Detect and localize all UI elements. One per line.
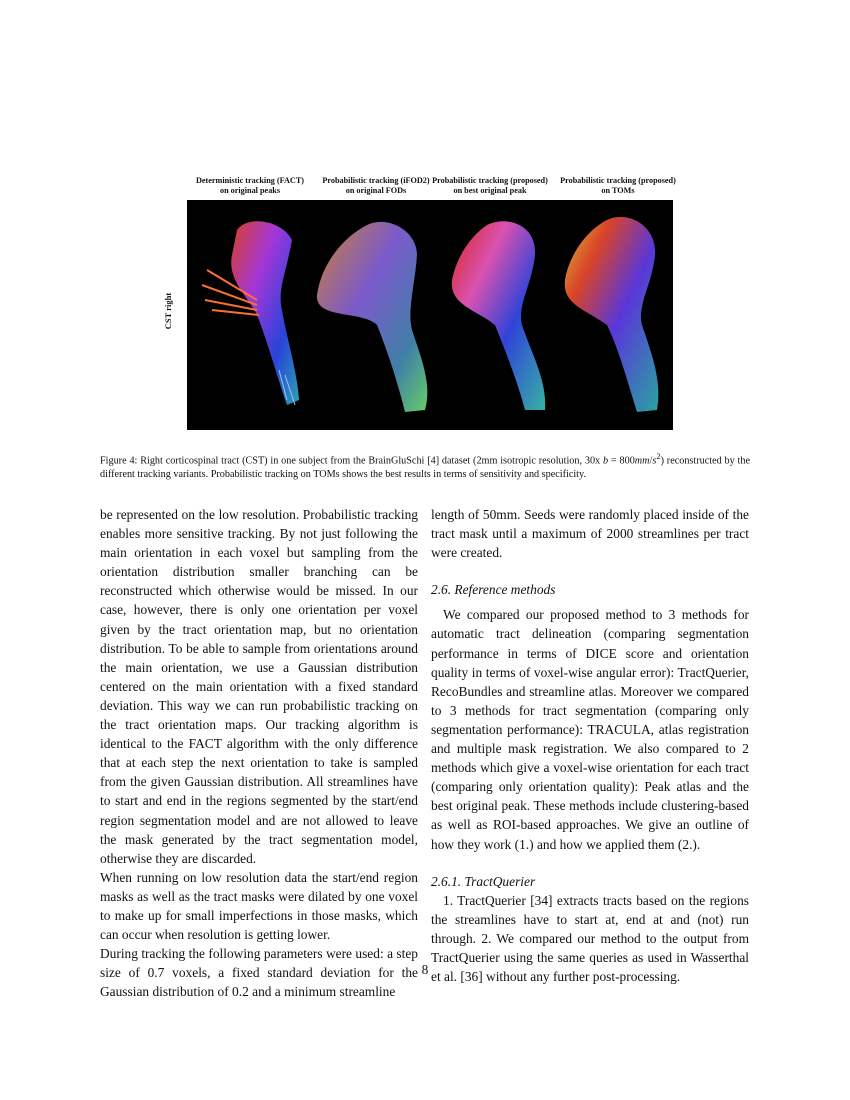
paragraph: We compared our proposed method to 3 methods for automatic tract delineation (comparing segmentation performance in terms of DICE score and orientation quality in terms of voxel-wise angular error): TractQuerier, RecoBundles and streamline atlas. Moreover we compared to 3 methods for tract segmentation (comparing only segmentation performance): TRACULA, atlas registration and multiple mask registration. We also compared to 2 methods which give a voxel-wise orientation for each tract (comparing only orientation quality): Peak atlas and the best original peak. These methods include clustering-based as well as ROI-based approaches. We give an outline of how they work (1.) and how we applied them (2.). bbox=[431, 607, 749, 852]
paragraph: be represented on the low resolution. Probabilistic tracking enables more sensitive tracking. By not just following the main orientation in each voxel but sampling from the orientation distribution smaller branching can be reconstructed which otherwise would be missed. In our case, however, there is only one orientation per voxel given by the tract orientation map, but no orientation distribution. To be able to sample from orientations around the main orientation, we use a Gaussian distribution centered on the main orientation with a fixed standard deviation. This way we can run probabilistic tracking on the tract orientation maps. Our tracking algorithm is identical to the FACT algorithm with the only difference that at each step the next orientation to take is sampled from the given Gaussian distribution. All streamlines have to start and end in the regions segmented by the start/end region segmentation model and are not allowed to leave the mask generated by the tract segmentation model, otherwise they are discarded. bbox=[100, 507, 418, 866]
section-heading-tractquerier: 2.6.1. TractQuerier bbox=[431, 873, 536, 889]
tractography-figure bbox=[187, 200, 673, 430]
tract-proposed-peak bbox=[452, 221, 545, 410]
page-number: 8 bbox=[421, 962, 429, 977]
figure-caption: Figure 4: Right corticospinal tract (CST) in one subject from the BrainGluSchi [4] dataset (2mm isotropic resolution, 30x $b = 800mm/s^2$) reconstructed by the different tracking variants. Probabilistic tracking on TOMs shows the best results in terms of sensitivity and specificity. bbox=[100, 451, 750, 480]
figure-panel-titles bbox=[186, 176, 674, 200]
panel-title-proposed-peak: Probabilistic tracking (proposed) on best original peak bbox=[432, 176, 548, 195]
tract-ifod2 bbox=[317, 222, 427, 412]
paragraph: During tracking the following parameters were used: a step size of 0.7 voxels, a fixed standard deviation for the Gaussian distribution of 0.2 and a minimum streamline bbox=[100, 946, 418, 1000]
left-column bbox=[100, 505, 418, 1001]
panel-title-fact: Deterministic tracking (FACT) on original peaks bbox=[195, 176, 305, 195]
panel-title-ifod2: Probabilistic tracking (iFOD2) on original FODs bbox=[322, 176, 430, 195]
row-label-cst-right: CST right bbox=[163, 292, 173, 330]
paragraph: 1. TractQuerier [34] extracts tracts based on the regions the streamlines have to start at, end at and (not) run through. 2. We compared our method to the output from TractQuerier using the same queries as used in Wasserthal et al. [36] without any further post-processing. bbox=[431, 892, 749, 985]
panel-title-proposed-toms: Probabilistic tracking (proposed) on TOMs bbox=[560, 176, 676, 195]
section-heading-reference-methods: 2.6. Reference methods bbox=[431, 582, 556, 598]
tract-fact bbox=[202, 221, 299, 405]
paragraph: length of 50mm. Seeds were randomly placed inside of the tract mask until a maximum of 2000 streamlines per tract were created. bbox=[431, 507, 749, 561]
right-column bbox=[431, 505, 749, 986]
paragraph: When running on low resolution data the start/end region masks as well as the tract masks were dilated by one voxel to make up for small imperfections in those masks, which can occur when resolution is getting lower. bbox=[100, 869, 418, 943]
tractography-image bbox=[187, 200, 673, 430]
tract-proposed-toms bbox=[565, 217, 659, 412]
